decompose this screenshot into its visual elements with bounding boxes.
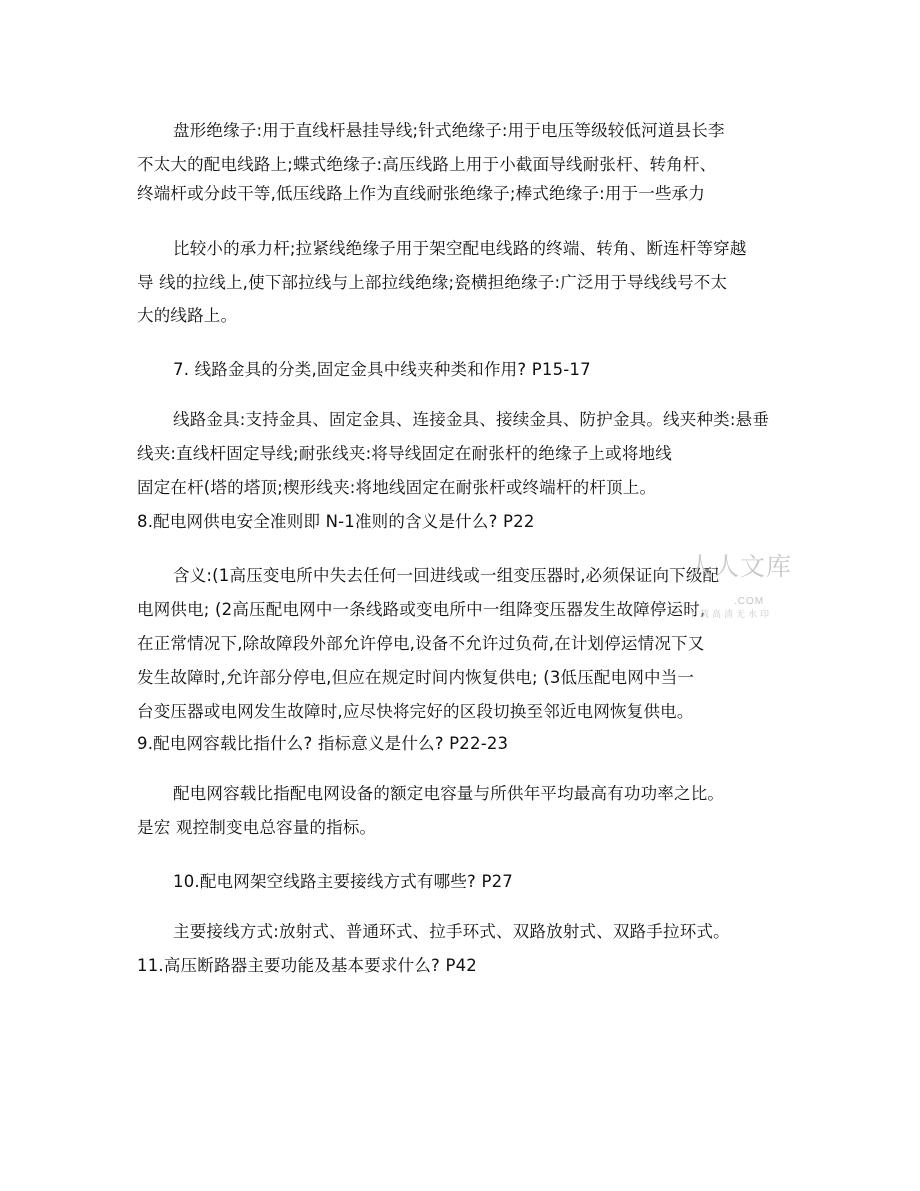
question-heading: 9.配电网容载比指什么? 指标意义是什么? P22-23 xyxy=(137,734,509,753)
watermark-subtitle: 下载高清无水印 xyxy=(688,610,773,620)
text-line: 比较小的承力杆;拉紧线绝缘子用于架空配电线路的终端、转角、断连杆等穿越 xyxy=(173,239,747,258)
text-line: 台变压器或电网发生故障时,应尽快将完好的区段切换至邻近电网恢复供电。 xyxy=(137,702,694,721)
question-heading: 8.配电网供电安全准则即 N-1准则的含义是什么? P22 xyxy=(137,512,535,531)
text-line: 配电网容载比指配电网设备的额定电容量与所供年平均最高有功功率之比。 xyxy=(173,784,725,803)
text-line: 含义:(1高压变电所中失去任何一回进线或一组变压器时,必须保证向下级配 xyxy=(173,566,720,585)
text-line: 发生故障时,允许部分停电,但应在规定时间内恢复供电; (3低压配电网中当一 xyxy=(137,668,695,687)
text-line: 在正常情况下,除故障段外部允许停电,设备不允许过负荷,在计划停运情况下又 xyxy=(137,634,705,653)
text-line: 电网供电; (2高压配电网中一条线路或变电所中一组降变压器发生故障停运时, xyxy=(137,600,706,619)
question-heading: 7. 线路金具的分类,固定金具中线夹种类和作用? P15-17 xyxy=(173,360,591,379)
text-line: 终端杆或分歧干等,低压线路上作为直线耐张绝缘子;棒式绝缘子:用于一些承力 xyxy=(137,184,706,203)
text-line: 不太大的配电线路上;蝶式绝缘子:高压线路上用于小截面导线耐张杆、转角杆、 xyxy=(137,155,717,174)
question-heading: 11.高压断路器主要功能及基本要求什么? P42 xyxy=(137,956,477,975)
watermark-logo-text: 人人文库 xyxy=(688,552,793,581)
text-line: 盘形绝缘子:用于直线杆悬挂导线;针式绝缘子:用于电压等级较低河道县长李 xyxy=(173,121,725,140)
text-line: 导 线的拉线上,使下部拉线与上部拉线绝缘;瓷横担绝缘子:广泛用于导线线号不太 xyxy=(137,273,728,292)
question-heading: 10.配电网架空线路主要接线方式有哪些? P27 xyxy=(173,872,513,891)
text-line: 线夹:直线杆固定导线;耐张线夹:将导线固定在耐张杆的绝缘子上或将地线 xyxy=(137,444,672,463)
text-line: 线路金具:支持金具、固定金具、连接金具、接续金具、防护金具。线夹种类:悬垂 xyxy=(173,410,770,429)
text-line: 固定在杆(塔的塔顶;楔形线夹:将地线固定在耐张杆或终端杆的杆顶上。 xyxy=(137,478,657,497)
watermark-domain: .COM xyxy=(734,596,765,607)
text-line: 大的线路上。 xyxy=(137,306,238,325)
text-line: 是宏 观控制变电总容量的指标。 xyxy=(137,818,377,837)
text-line: 主要接线方式:放射式、普通环式、拉手环式、双路放射式、双路手拉环式。 xyxy=(173,922,730,941)
